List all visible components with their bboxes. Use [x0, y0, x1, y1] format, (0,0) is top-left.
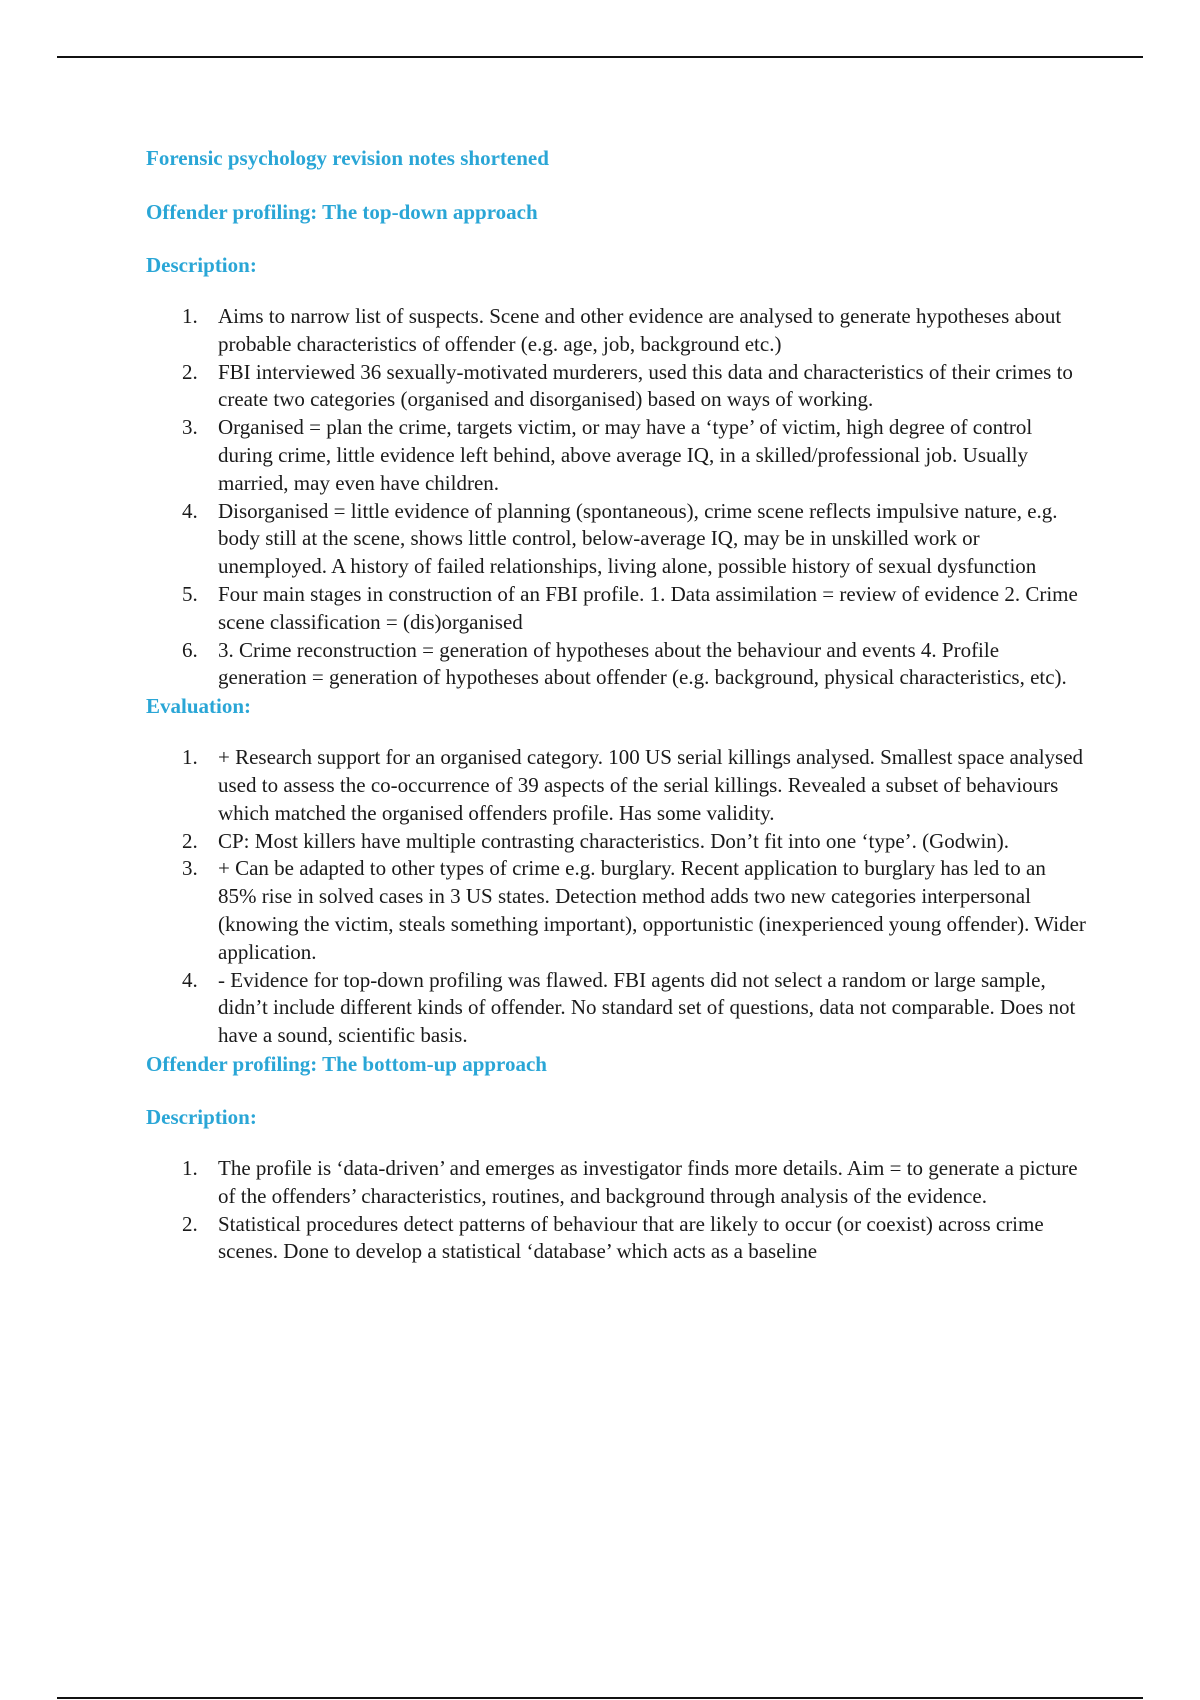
list-item: 4. Disorganised = little evidence of planning (spontaneous), crime scene reflects impulsive nature, e.g. body still at the scene, shows little control, below-average IQ, may be in unskilled work or unemployed. A history of failed relationships, living alone, possible history of sexual dysfunction: [182, 498, 1058, 579]
description-list: [146, 1155, 1086, 1266]
top-rule: [57, 56, 1143, 58]
evaluation-list: [146, 744, 1086, 1050]
list-item: 3. Organised = plan the crime, targets victim, or may have a ‘type’ of victim, high degree of control during crime, little evidence left behind, above average IQ, in a skilled/professional job. Usually married, may even have children.: [182, 415, 1033, 495]
list-item: 3. + Can be adapted to other types of crime e.g. burglary. Recent application to burglary has led to an 85% rise in solved cases in 3 US states. Detection method adds two new categories interpersonal (knowing the victim, steals something important), opportunistic (inexperienced young offender). Wider application.: [182, 856, 1086, 964]
description-heading: Description:: [146, 253, 257, 277]
bottom-rule: [57, 1697, 1143, 1699]
list-item: 6. 3. Crime reconstruction = generation of hypotheses about the behaviour and events 4. Profile generation = generation of hypotheses about offender (e.g. background, physical characteristics, etc).: [182, 637, 1067, 690]
section-heading-bottom-up: Offender profiling: The bottom-up approach: [146, 1051, 547, 1076]
section-heading-top-down: Offender profiling: The top-down approach: [146, 200, 538, 224]
list-item: 1. + Research support for an organised category. 100 US serial killings analysed. Smallest space analysed used to assess the co-occurrence of 39 aspects of the serial killings. Revealed a subset of behaviours which matched the organised offenders profile. Has some validity.: [182, 745, 1084, 825]
description-heading: Description:: [146, 1104, 257, 1129]
list-item: 5. Four main stages in construction of an FBI profile. 1. Data assimilation = review of evidence 2. Crime scene classification = (dis)organised: [182, 581, 1078, 634]
list-item: 2. CP: Most killers have multiple contrasting characteristics. Don’t fit into one ‘type’. (Godwin).: [182, 828, 1010, 853]
list-item: 1. The profile is ‘data-driven’ and emerges as investigator finds more details. Aim = to generate a picture of the offenders’ characteristics, routines, and background through analysis of the evidence.: [182, 1155, 1078, 1208]
document-title: Forensic psychology revision notes shortened: [146, 146, 549, 170]
description-list: [146, 303, 1086, 692]
document-body: [146, 144, 1086, 1266]
list-item: 4. - Evidence for top-down profiling was flawed. FBI agents did not select a random or large sample, didn’t include different kinds of offender. No standard set of questions, data not comparable. Does not have a sound, scientific basis.: [182, 967, 1076, 1048]
evaluation-heading: Evaluation:: [146, 694, 252, 719]
list-item: 1. Aims to narrow list of suspects. Scene and other evidence are analysed to generate hypotheses about probable characteristics of offender (e.g. age, job, background etc.): [182, 304, 1062, 356]
list-item: 2. Statistical procedures detect patterns of behaviour that are likely to occur (or coexist) across crime scenes. Done to develop a statistical ‘database’ which acts as a baseline: [182, 1211, 1044, 1264]
list-item: 2. FBI interviewed 36 sexually-motivated murderers, used this data and characteristics of their crimes to create two categories (organised and disorganised) based on ways of working.: [182, 359, 1073, 412]
